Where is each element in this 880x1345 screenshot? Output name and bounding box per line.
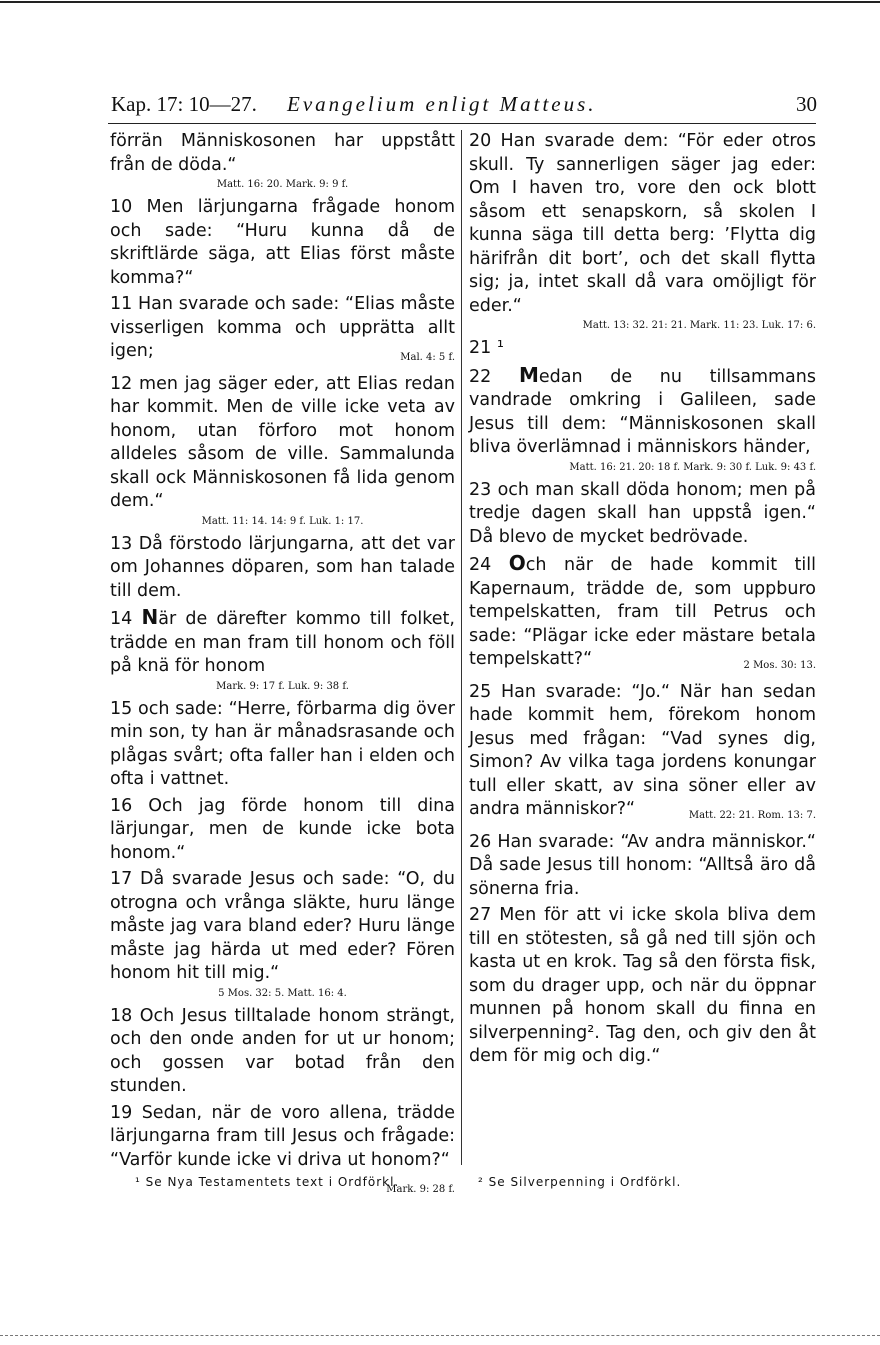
bottom-border — [0, 1335, 880, 1337]
cross-reference: Mark. 9: 28 f. — [386, 1184, 455, 1195]
verse-text: 19 Sedan, när de voro allena, trädde lärjungarna fram till Jesus och frågade: “Varför kunde icke vi driva ut honom?“ — [110, 1102, 455, 1170]
verse-text: 13 Då förstodo lärjungarna, att det var om Johannes döparen, som han talade till dem. — [110, 533, 455, 601]
cross-reference: Matt. 22: 21. Rom. 13: 7. — [688, 810, 816, 821]
verse-text: 11 Han svarade och sade: “Elias måste visserligen komma och upprätta allt igen; — [110, 294, 455, 361]
cross-reference: 2 Mos. 30: 13. — [743, 660, 816, 671]
verse-text: 17 Då svarade Jesus och sade: “O, du otrogna och vrånga släkte, huru länge måste jag vara bland eder? Huru länge måste jag härda ut med eder? Fören honom hit till mig.“ — [110, 869, 455, 983]
verse — [469, 904, 816, 1069]
verse-text: 12 men jag säger eder, att Elias redan har kommit. Men de ville icke veta av honom, utan förforo mot honom alldeles såsom de ville. Sammalunda skall ock Människosonen få lida genom dem.“ — [110, 373, 455, 511]
verse — [110, 293, 455, 370]
verse-text: 21 ¹ — [469, 338, 504, 358]
verse — [110, 373, 455, 514]
verse-text: 15 och sade: “Herre, förbarma dig över min son, ty han är månadsrasande och plågas svårt; ofta faller han i elden och ofta i vattnet. — [110, 698, 455, 789]
verse-text: edan de nu tillsammans vandrade omkring i Galileen, sade Jesus till dem: “Människosonen skall bliva överlämnad i människors händer, — [469, 366, 816, 457]
cross-reference: Matt. 13: 32. 21: 21. Mark. 11: 23. Luk. 17: 6. — [582, 320, 816, 331]
verse — [110, 196, 455, 290]
page-number: 30 — [796, 92, 817, 116]
verse — [469, 364, 816, 460]
verse-number: 14 — [110, 609, 142, 629]
verse — [110, 533, 455, 604]
verse — [110, 868, 455, 986]
header-rule — [108, 123, 816, 124]
verse-text: 10 Men lärjungarna frågade honom och sade: “Huru kunna då de skriftlärde säga, att Elias först måste komma?“ — [110, 197, 455, 288]
chapter-reference: Kap. 17: 10—27. — [111, 92, 257, 116]
page-header — [111, 92, 817, 124]
verse — [469, 337, 816, 361]
verse — [110, 606, 455, 679]
verse — [110, 698, 455, 792]
cross-reference: Mark. 9: 17 f. Luk. 9: 38 f. — [216, 680, 349, 692]
left-column — [110, 130, 455, 1202]
right-column — [469, 130, 816, 1069]
footnote-2: ² Se Silverpenning i Ordförkl. — [478, 1175, 682, 1189]
verse-number: 24 — [469, 555, 509, 575]
cross-reference: Mal. 4: 5 f. — [400, 352, 455, 363]
section-initial: N — [141, 605, 159, 629]
verse-text: 20 Han svarade dem: “För eder otros skull. Ty sannerligen säger jag eder: Om I haven tro, vore den ock blott såsom ett senapskorn, så skolen I kunna säga till detta berg: ’Flytta dig härifrån dit bort’, och det skall flytta sig; ja, intet skall då vara omöjligt för eder.“ — [469, 131, 816, 316]
book-title: Evangelium enligt Matteus. — [287, 92, 597, 116]
top-border — [0, 1, 880, 3]
verse-text: 25 Han svarade: “Jo.“ När han sedan hade kommit hem, förekom honom Jesus med frågan: “Vad synes dig, Simon? Av vilka taga jordens konungar tull eller skatt, av sina söner eller av andra människor?“ — [469, 681, 816, 819]
verse-text: är de därefter kommo till folket, trädde en man fram till honom och föll på knä för honom — [110, 609, 455, 676]
verse — [110, 795, 455, 866]
cross-reference: Matt. 11: 14. 14: 9 f. Luk. 1: 17. — [201, 515, 364, 527]
verse — [469, 479, 816, 550]
verse-text: 18 Och Jesus tilltalade honom strängt, och den onde anden for ut ur honom; och gossen var botad från den stunden. — [110, 1005, 455, 1096]
column-divider — [461, 130, 462, 1165]
section-initial: M — [518, 362, 539, 387]
footnote-1: ¹ Se Nya Testamentets text i Ordförkl. — [135, 1175, 400, 1189]
verse-number: 22 — [469, 366, 519, 387]
section-initial: O — [508, 551, 526, 575]
verse — [469, 552, 816, 678]
verse — [469, 681, 816, 828]
verse-text: 16 Och jag förde honom till dina lärjungar, men de kunde icke bota honom.“ — [110, 795, 455, 863]
verse-text: 26 Han svarade: “Av andra människor.“ Då sade Jesus till honom: “Alltså äro då sönerna fria. — [469, 831, 816, 899]
cross-reference: Matt. 16: 21. 20: 18 f. Mark. 9: 30 f. Luk. 9: 43 f. — [569, 461, 816, 473]
verse — [110, 130, 455, 177]
verse-text: ch när de hade kommit till Kapernaum, trädde de, som uppburo tempelskatten, fram till Petrus och sade: “Plägar icke eder mästare betala tempelskatt?“ — [469, 555, 816, 669]
cross-reference: Matt. 16: 20. Mark. 9: 9 f. — [216, 179, 349, 190]
cross-reference: 5 Mos. 32: 5. Matt. 16: 4. — [218, 987, 347, 999]
verse — [469, 130, 816, 318]
verse-text: förrän Människosonen har uppstått från de döda.“ — [110, 131, 455, 175]
verse — [110, 1005, 455, 1099]
verse — [469, 831, 816, 902]
verse-text: 23 och man skall döda honom; men på tredje dagen skall han uppstå igen.“ Då blevo de mycket bedrövade. — [469, 479, 816, 547]
verse-text: 27 Men för att vi icke skola bliva dem till en stötesten, så gå ned till sjön och kasta ut en krok. Tag så den första fisk, som du drager upp, och när du öppnar munnen på honom skall du finna en silverpenning². Tag den, och giv den åt dem för mig och dig.“ — [469, 905, 816, 1066]
